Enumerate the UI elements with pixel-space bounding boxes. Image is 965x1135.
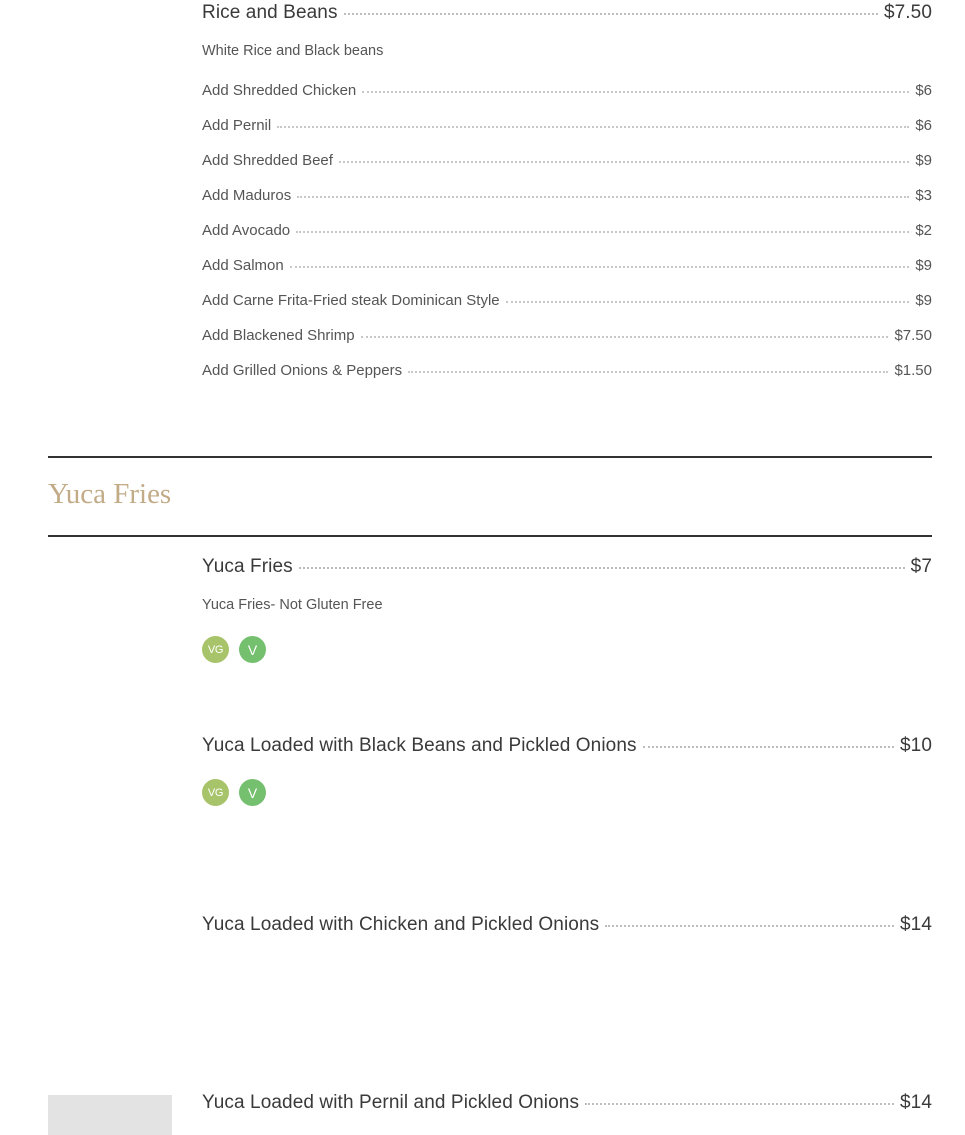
addon-price: $6 — [915, 82, 932, 99]
item-title-row[interactable] — [202, 556, 932, 578]
addon-name: Add Avocado — [202, 222, 291, 239]
addon-row[interactable] — [202, 362, 932, 397]
addon-price: $3 — [915, 187, 932, 204]
menu-item-yuca-chicken[interactable] — [202, 914, 932, 936]
dietary-badges — [202, 779, 932, 806]
item-price: $14 — [899, 914, 932, 935]
addon-price: $9 — [915, 152, 932, 169]
addon-name: Add Blackened Shrimp — [202, 327, 355, 344]
addon-price: $7.50 — [894, 327, 932, 344]
item-name: Yuca Fries — [202, 556, 293, 577]
dot-leader — [585, 1103, 894, 1105]
addon-price: $9 — [915, 292, 932, 309]
addon-name: Add Shredded Beef — [202, 152, 333, 169]
vegetarian-badge: V — [239, 779, 266, 806]
addon-name: Add Grilled Onions & Peppers — [202, 362, 403, 379]
section-divider-bottom — [48, 535, 932, 537]
addon-name: Add Pernil — [202, 117, 272, 134]
item-name: Yuca Loaded with Black Beans and Pickled Onions — [202, 735, 637, 756]
addon-row[interactable] — [202, 152, 932, 187]
dietary-badges — [202, 636, 932, 663]
addon-name: Add Shredded Chicken — [202, 82, 357, 99]
addon-price: $2 — [915, 222, 932, 239]
dot-leader — [506, 301, 910, 303]
addon-name: Add Salmon — [202, 257, 284, 274]
item-title-row[interactable] — [202, 914, 932, 936]
dot-leader — [296, 231, 909, 233]
item-price: $10 — [899, 735, 932, 756]
dot-leader — [362, 91, 909, 93]
addon-row[interactable] — [202, 187, 932, 222]
dot-leader — [339, 161, 909, 163]
item-title-row[interactable] — [202, 2, 932, 24]
section-title: Yuca Fries — [48, 478, 172, 510]
dot-leader — [643, 746, 894, 748]
addon-row[interactable] — [202, 222, 932, 257]
addon-row[interactable] — [202, 292, 932, 327]
menu-item-yuca-black-beans[interactable] — [202, 735, 932, 757]
addon-row[interactable] — [202, 257, 932, 292]
addon-row[interactable] — [202, 327, 932, 362]
addon-name: Add Carne Frita-Fried steak Dominican Style — [202, 292, 500, 309]
menu-item-yuca-fries[interactable] — [202, 556, 932, 578]
item-name: Rice and Beans — [202, 2, 338, 23]
addon-price: $9 — [915, 257, 932, 274]
item-image[interactable] — [48, 1095, 172, 1135]
dot-leader — [344, 13, 878, 15]
dot-leader — [277, 126, 909, 128]
item-description: Yuca Fries- Not Gluten Free — [202, 597, 383, 613]
item-name: Yuca Loaded with Pernil and Pickled Onions — [202, 1092, 580, 1113]
dot-leader — [297, 196, 909, 198]
addon-row[interactable] — [202, 82, 932, 117]
menu-item-rice-and-beans[interactable] — [202, 2, 932, 24]
dot-leader — [299, 567, 905, 569]
item-name: Yuca Loaded with Chicken and Pickled Onions — [202, 914, 600, 935]
item-title-row[interactable] — [202, 1092, 932, 1114]
item-price: $14 — [899, 1092, 932, 1113]
vegan-badge: VG — [202, 636, 229, 663]
dot-leader — [361, 336, 889, 338]
dot-leader — [290, 266, 910, 268]
dot-leader — [408, 371, 888, 373]
addon-list — [202, 82, 932, 397]
addon-price: $1.50 — [894, 362, 932, 379]
vegan-badge: VG — [202, 779, 229, 806]
item-title-row[interactable] — [202, 735, 932, 757]
item-price: $7 — [910, 556, 932, 577]
addon-name: Add Maduros — [202, 187, 292, 204]
dot-leader — [605, 925, 894, 927]
item-price: $7.50 — [883, 2, 932, 23]
addon-row[interactable] — [202, 117, 932, 152]
addon-price: $6 — [915, 117, 932, 134]
vegetarian-badge: V — [239, 636, 266, 663]
menu-item-yuca-pernil[interactable] — [202, 1092, 932, 1114]
item-description: White Rice and Black beans — [202, 43, 384, 59]
section-divider-top — [48, 456, 932, 458]
